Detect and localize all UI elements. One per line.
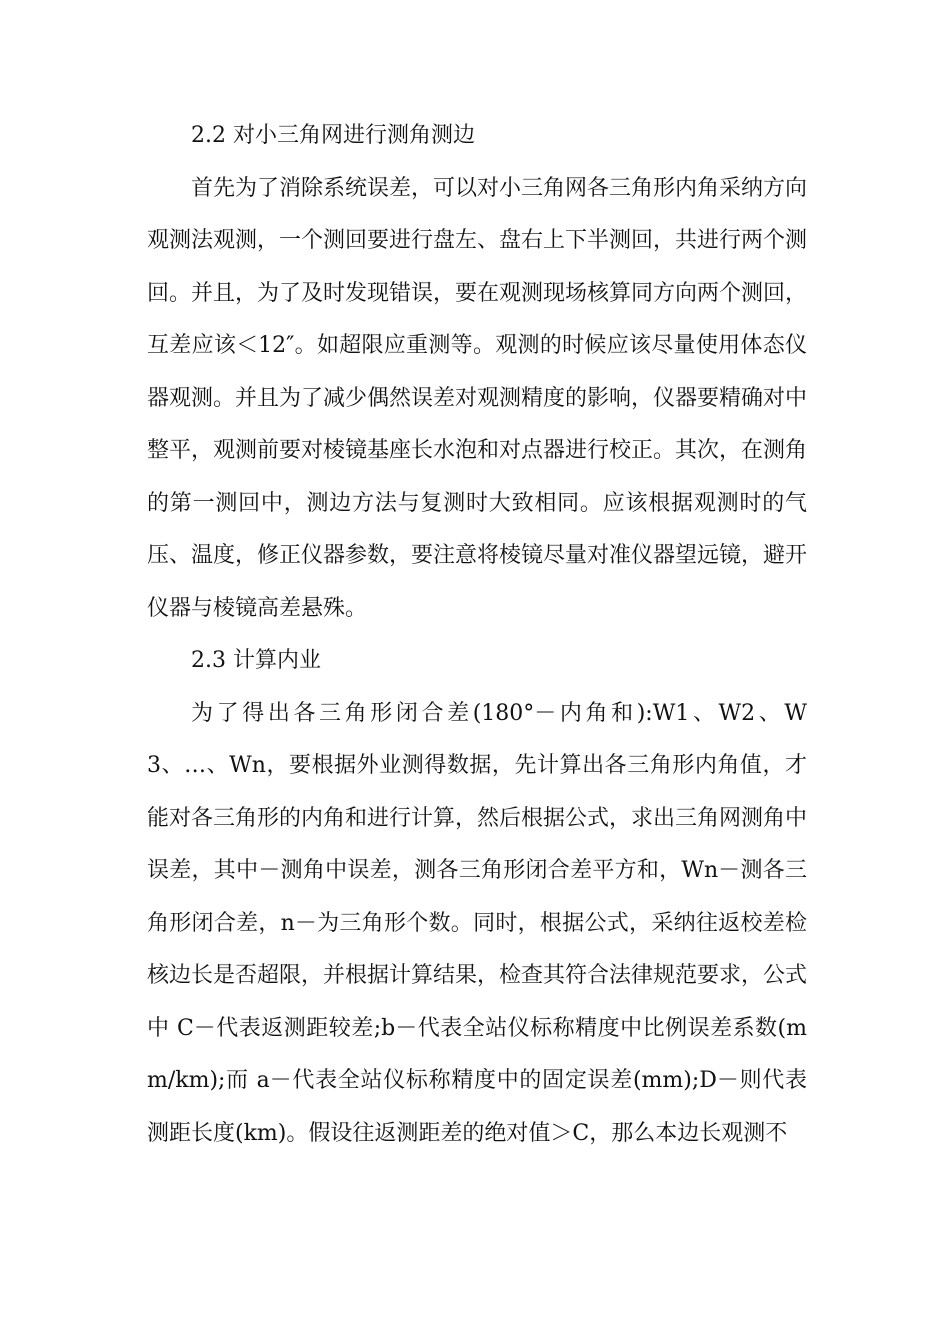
document-body [147,110,807,1160]
paragraph-internal-calculation: 为了得出各三角形闭合差(180°－内角和):W1、W2、W3、…、Wn，要根据外业测得数据，先计算出各三角形内角值，才能对各三角形的内角和进行计算，然后根据公式，求出三角网测角中误差，其中－测角中误差，测各三角形闭合差平方和，Wn－测各三角形闭合差，n－为三角形个数。同时，根据公式，采纳往返校差检核边长是否超限，并根据计算结果，检查其符合法律规范要求，公式中 C－代表返测距较差;b－代表全站仪标称精度中比例误差系数(mm/km);而 a－代表全站仪标称精度中的固定误差(mm);D－则代表测距长度(km)。假设往返测距差的绝对值＞C，那么本边长观测不 [147,700,808,1146]
section-heading-2-2: 2.2 对小三角网进行测角测边 [191,123,475,148]
section-heading-2-3: 2.3 计算内业 [191,648,321,673]
paragraph-angle-measurement: 首先为了消除系统误差，可以对小三角网各三角形内角采纳方向观测法观测，一个测回要进行盘左、盘右上下半测回，共进行两个测回。并且，为了及时发现错误，要在观测现场核算同方向两个测回，互差应该＜12″。如超限应重测等。观测的时候应该尽量使用体态仪器观测。并且为了减少偶然误差对观测精度的影响，仪器要精确对中整平，观测前要对棱镜基座长水泡和对点器进行校正。其次，在测角的第一测回中，测边方法与复测时大致相同。应该根据观测时的气压、温度，修正仪器参数，要注意将棱镜尽量对准仪器望远镜，避开仪器与棱镜高差悬殊。 [147,175,808,621]
